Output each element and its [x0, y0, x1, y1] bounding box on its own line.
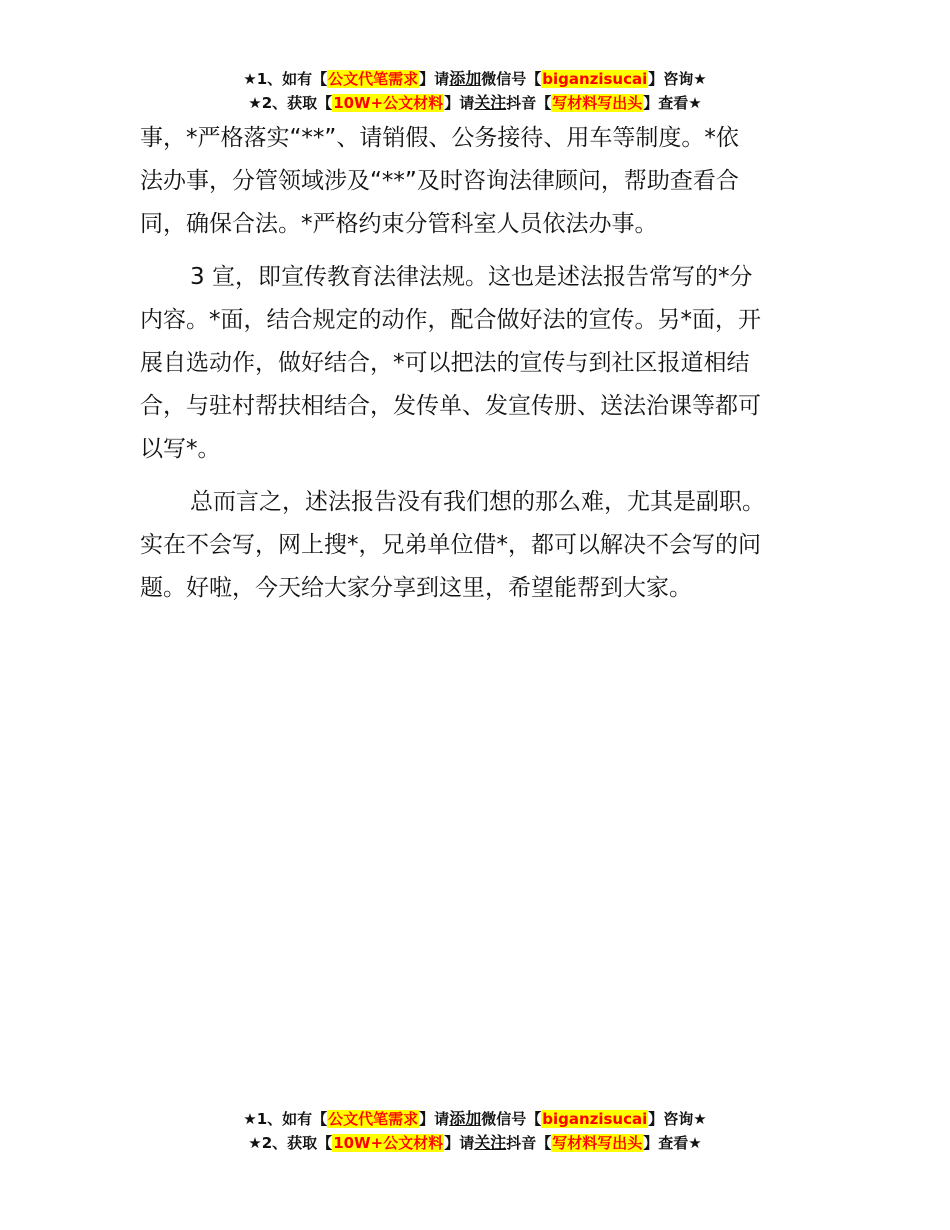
paragraph-2-line: 合，与驻村帮扶相结合，发传单、发宣传册、送法治课等都可: [140, 393, 761, 419]
footer-line-1-highlight-wechat-id: biganzisucai: [542, 1110, 648, 1128]
footer-line-1-prefix: ★1、如有【: [243, 1110, 328, 1128]
header-line-2-mid2: 抖音【: [506, 94, 552, 112]
paragraph-2: [140, 256, 812, 471]
header-line-2-suffix: 】查看★: [643, 94, 702, 112]
header-line-1-mid2: 微信号【: [481, 70, 542, 88]
footer-line-2-highlight-douyin-account: 写材料写出头: [552, 1134, 643, 1152]
paragraph-1-line: 同，确保合法。*严格约束分管科室人员依法办事。: [140, 211, 658, 237]
footer-line-2-underlined: 关注: [474, 1133, 507, 1152]
footer-line-1-mid2: 微信号【: [481, 1110, 542, 1128]
header-line-1-prefix: ★1、如有【: [243, 70, 328, 88]
footer-line-1-underlined: 添加: [449, 1109, 482, 1128]
document-body: [140, 117, 812, 620]
paragraph-1-line: 法办事，分管领域涉及“**”及时咨询法律顾问，帮助查看合: [140, 168, 739, 194]
footer-line-1-mid: 】请: [419, 1110, 450, 1128]
header-banner: [0, 67, 950, 115]
paragraph-2-line: 以写*。: [140, 436, 221, 462]
paragraph-1-line: 事，*严格落实“**”、请销假、公务接待、用车等制度。*依: [140, 125, 739, 151]
footer-line-1-highlight-service: 公文代笔需求: [328, 1110, 419, 1128]
footer-line-2-suffix: 】查看★: [643, 1134, 702, 1152]
header-line-1-mid: 】请: [419, 70, 450, 88]
paragraph-3: [140, 481, 812, 610]
footer-line-2: [0, 1131, 950, 1155]
footer-line-1: [0, 1107, 950, 1131]
footer-line-2-highlight-materials: 10W+公文材料: [333, 1134, 444, 1152]
paragraph-2-line: 内容。*面，结合规定的动作，配合做好法的宣传。另*面，开: [140, 307, 761, 333]
header-line-2-highlight-materials: 10W+公文材料: [333, 94, 444, 112]
header-line-2-highlight-douyin-account: 写材料写出头: [552, 94, 643, 112]
footer-line-2-mid: 】请: [444, 1134, 475, 1152]
paragraph-2-line: 3 宣，即宣传教育法律法规。这也是述法报告常写的*分: [190, 264, 753, 290]
header-line-1-underlined: 添加: [449, 69, 482, 88]
header-line-2: [0, 91, 950, 115]
header-line-2-mid: 】请: [444, 94, 475, 112]
paragraph-3-line: 题。好啦，今天给大家分享到这里，希望能帮到大家。: [140, 575, 692, 601]
paragraph-1: [140, 117, 812, 246]
header-line-2-prefix: ★2、获取【: [248, 94, 333, 112]
paragraph-2-line: 展自选动作，做好结合，*可以把法的宣传与到社区报道相结: [140, 350, 750, 376]
footer-banner: [0, 1107, 950, 1155]
header-line-1-highlight-service: 公文代笔需求: [328, 70, 419, 88]
footer-line-2-prefix: ★2、获取【: [248, 1134, 333, 1152]
paragraph-3-line: 实在不会写，网上搜*，兄弟单位借*，都可以解决不会写的问: [140, 532, 761, 558]
header-line-1-suffix: 】咨询★: [648, 70, 707, 88]
footer-line-2-mid2: 抖音【: [506, 1134, 552, 1152]
header-line-1-highlight-wechat-id: biganzisucai: [542, 70, 648, 88]
header-line-2-underlined: 关注: [474, 93, 507, 112]
paragraph-3-line: 总而言之，述法报告没有我们想的那么难，尤其是副职。: [190, 489, 765, 515]
footer-line-1-suffix: 】咨询★: [648, 1110, 707, 1128]
header-line-1: [0, 67, 950, 91]
